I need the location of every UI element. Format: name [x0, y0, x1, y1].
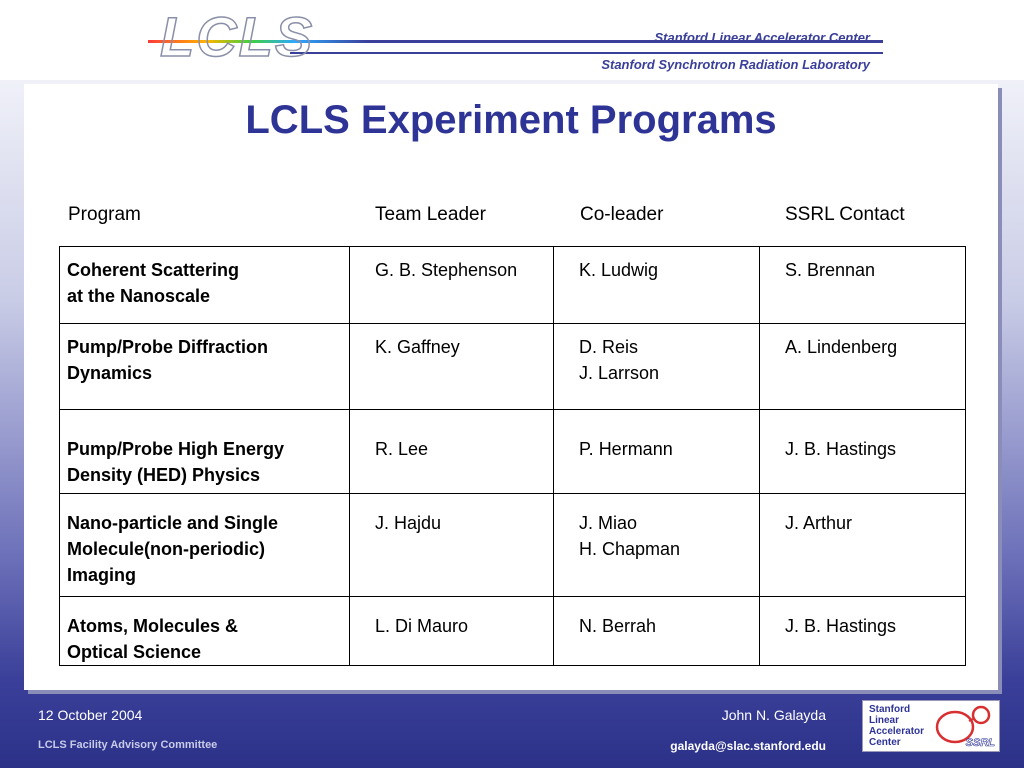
program-cell [60, 494, 350, 597]
co-leader-cell [554, 410, 760, 494]
cell-text: Density (HED) Physics [67, 465, 261, 485]
team-leader-cell [350, 247, 554, 324]
cell-text: J. Hajdu [375, 513, 442, 533]
footer-email: galayda@slac.stanford.edu [670, 739, 826, 753]
cell-text: K. Ludwig [579, 260, 659, 280]
program-cell [60, 410, 350, 494]
footer-date: 12 October 2004 [38, 707, 143, 723]
ssrl-contact-cell [760, 410, 966, 494]
cell-text: P. Hermann [579, 439, 673, 459]
table-row [60, 324, 966, 410]
ssrl-contact-cell [760, 247, 966, 324]
cell-text: K. Gaffney [375, 337, 460, 357]
cell-text: Nano-particle and Single [67, 513, 279, 533]
badge-line: Center [869, 737, 901, 748]
cell-text: J. Arthur [785, 513, 853, 533]
cell-text: Coherent Scattering [67, 260, 240, 280]
program-cell [60, 247, 350, 324]
co-leader-cell [554, 247, 760, 324]
badge-line: Stanford [869, 704, 911, 715]
ssrl-contact-cell [760, 494, 966, 597]
team-leader-cell [350, 324, 554, 410]
cell-text: D. Reis [579, 337, 639, 357]
cell-text: J. B. Hastings [785, 439, 897, 459]
program-cell [60, 597, 350, 666]
cell-text: Optical Science [67, 642, 202, 662]
cell-text: R. Lee [375, 439, 429, 459]
ssrl-contact-cell [760, 324, 966, 410]
cell-text: Pump/Probe Diffraction [67, 337, 269, 357]
ssrl-name: Stanford Synchrotron Radiation Laboratory [601, 57, 870, 72]
team-leader-cell [350, 494, 554, 597]
cell-text: J. B. Hastings [785, 616, 897, 636]
cell-text: Molecule(non-periodic) [67, 539, 265, 559]
slac-name: Stanford Linear Accelerator Center [654, 30, 870, 45]
badge-line: Linear [869, 715, 900, 726]
cell-text: J. Larrson [579, 363, 660, 383]
cell-text: J. Miao [579, 513, 638, 533]
cell-text: Imaging [67, 565, 137, 585]
column-header-team-leader: Team Leader [375, 204, 486, 225]
cell-text: at the Nanoscale [67, 286, 211, 306]
program-cell [60, 324, 350, 410]
team-leader-cell [350, 410, 554, 494]
badge-line: Accelerator [869, 726, 925, 737]
cell-text: Atoms, Molecules & [67, 616, 239, 636]
programs-table [59, 246, 966, 666]
table-row [60, 247, 966, 324]
column-header-ssrl-contact: SSRL Contact [785, 204, 905, 225]
cell-text: L. Di Mauro [375, 616, 469, 636]
cell-text: S. Brennan [785, 260, 876, 280]
co-leader-cell [554, 597, 760, 666]
slac-ssrl-badge [862, 700, 1000, 752]
ssrl-contact-cell [760, 597, 966, 666]
cell-text: G. B. Stephenson [375, 260, 518, 280]
lcls-logo: LCLS [160, 5, 315, 68]
column-header-co-leader: Co-leader [580, 204, 664, 225]
cell-text: A. Lindenberg [785, 337, 898, 357]
logo-underline [290, 52, 883, 54]
footer-presenter: John N. Galayda [721, 707, 826, 723]
slac-badge-text [869, 704, 924, 748]
co-leader-cell [554, 494, 760, 597]
cell-text: H. Chapman [579, 539, 681, 559]
cell-text: Dynamics [67, 363, 153, 383]
team-leader-cell [350, 597, 554, 666]
column-header-program: Program [68, 204, 141, 225]
slide-panel [24, 84, 998, 690]
ssrl-badge-text: SSRL [965, 737, 995, 749]
cell-text: N. Berrah [579, 616, 657, 636]
table-row [60, 494, 966, 597]
table-row [60, 597, 966, 666]
footer-committee: LCLS Facility Advisory Committee [38, 739, 218, 751]
cell-text: Pump/Probe High Energy [67, 439, 285, 459]
table-row [60, 410, 966, 494]
co-leader-cell [554, 324, 760, 410]
slide-title: LCLS Experiment Programs [245, 98, 777, 142]
